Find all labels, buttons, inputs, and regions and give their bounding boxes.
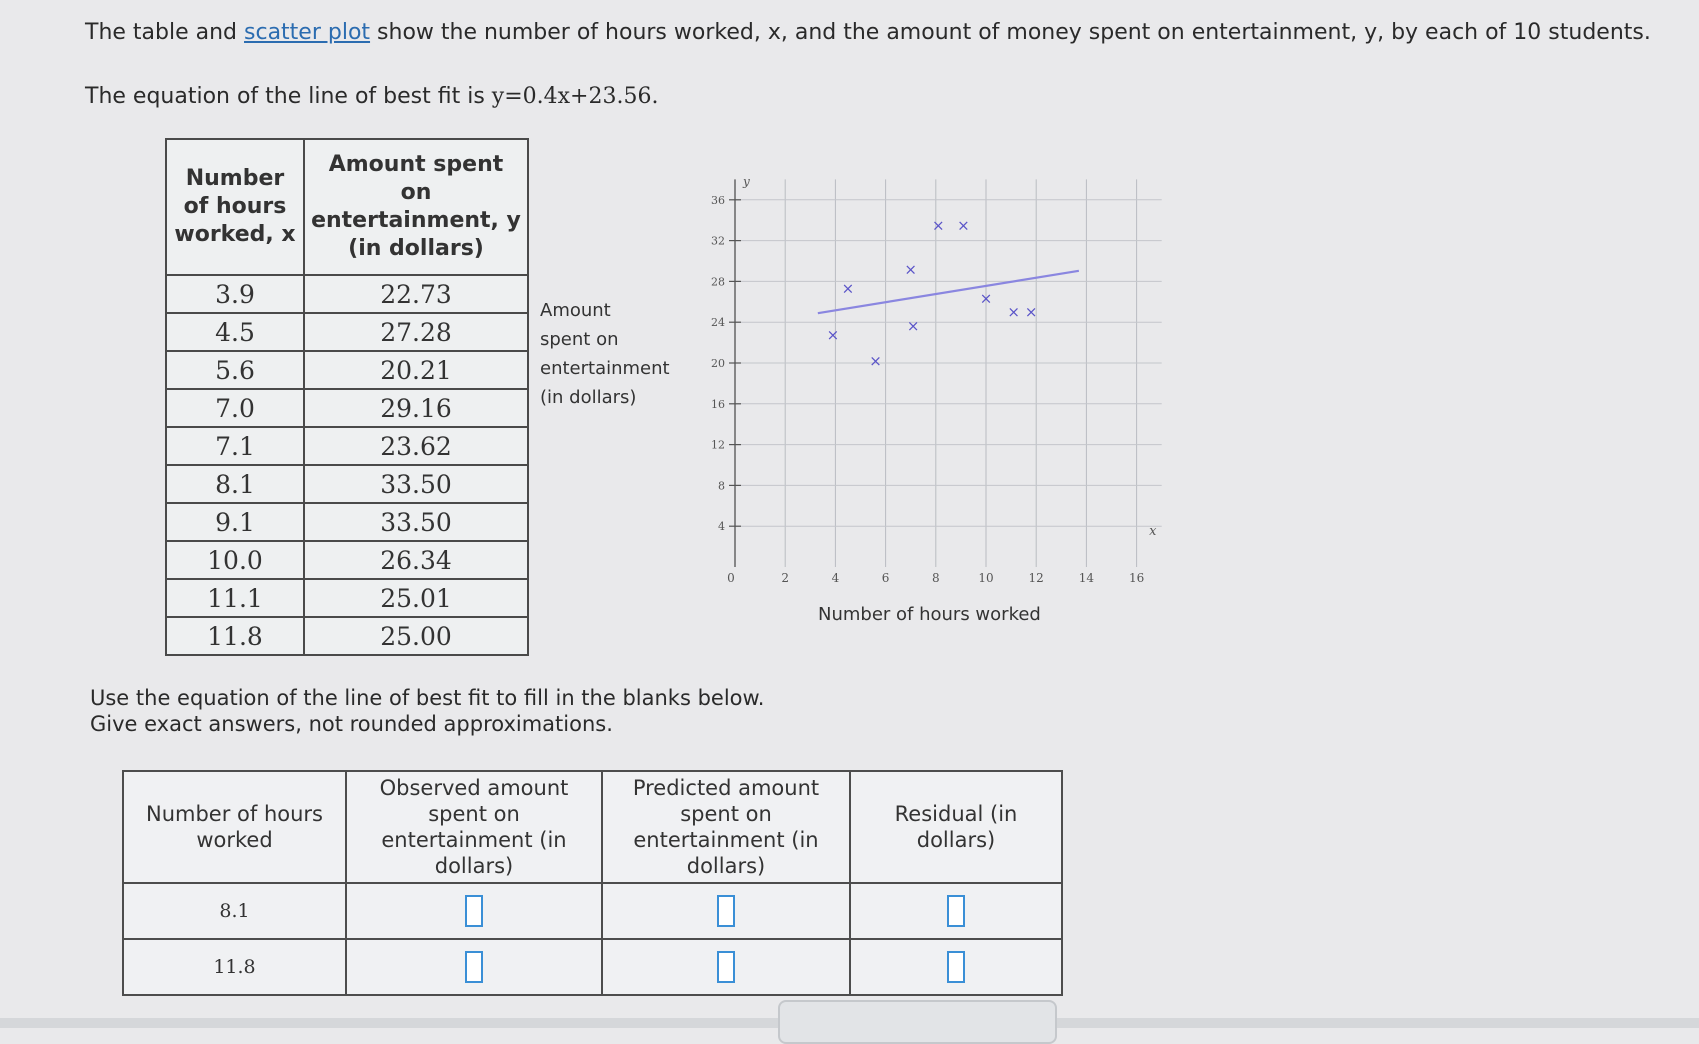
hours-cell: 7.1 <box>166 427 304 465</box>
scatter-plot <box>690 160 1190 600</box>
table-row <box>123 939 1062 995</box>
amount-cell: 25.01 <box>304 579 528 617</box>
residual-answer-input[interactable] <box>947 895 965 927</box>
y-axis-symbol: y <box>743 174 750 189</box>
amount-cell: 23.62 <box>304 427 528 465</box>
origin-label: 0 <box>727 571 735 585</box>
data-point: × <box>932 216 945 235</box>
data-point: × <box>826 326 840 345</box>
residual-answer-input[interactable] <box>947 951 965 983</box>
answer-hours-cell: 8.1 <box>123 883 346 939</box>
y-tick-label: 28 <box>711 275 725 289</box>
observed-answer-input[interactable] <box>465 951 483 983</box>
hours-cell: 5.6 <box>166 351 304 389</box>
bottom-tab[interactable] <box>778 1000 1057 1044</box>
data-point: × <box>979 289 993 308</box>
chart-x-axis-label: Number of hours worked <box>818 604 1041 625</box>
data-table <box>165 138 529 656</box>
observed-answer-cell <box>346 883 602 939</box>
predicted-answer-input[interactable] <box>717 951 735 983</box>
hours-cell: 11.8 <box>166 617 304 655</box>
answer-header-residual: Residual (in dollars) <box>850 771 1062 883</box>
y-tick-label: 4 <box>718 520 725 534</box>
intro-text-start: The table and <box>85 20 245 45</box>
x-axis-symbol: x <box>1149 524 1157 539</box>
answer-header-predicted: Predicted amount spent on entertainment (in dollars) <box>602 771 850 883</box>
amount-cell: 29.16 <box>304 389 528 427</box>
predicted-answer-cell <box>602 883 850 939</box>
best-fit-line <box>818 271 1079 313</box>
hours-cell: 4.5 <box>166 313 304 351</box>
hours-cell: 9.1 <box>166 503 304 541</box>
y-tick-label: 16 <box>711 397 725 411</box>
amount-cell: 33.50 <box>304 503 528 541</box>
instructions-line-2: Give exact answers, not rounded approximations. <box>90 712 613 736</box>
predicted-answer-cell <box>602 939 850 995</box>
x-tick-label: 4 <box>831 571 840 585</box>
hours-cell: 11.1 <box>166 579 304 617</box>
x-tick-label: 8 <box>931 571 940 585</box>
table-row <box>166 275 528 313</box>
x-tick-label: 10 <box>978 571 994 585</box>
data-point: × <box>1007 302 1020 321</box>
y-tick-label: 24 <box>711 316 725 330</box>
hours-cell: 3.9 <box>166 275 304 313</box>
x-tick-label: 16 <box>1128 571 1145 585</box>
amount-cell: 22.73 <box>304 275 528 313</box>
observed-answer-input[interactable] <box>465 895 483 927</box>
x-tick-label: 14 <box>1078 571 1095 585</box>
residual-answer-cell <box>850 939 1062 995</box>
table-row <box>166 617 528 655</box>
y-tick-label: 20 <box>711 357 725 370</box>
amount-cell: 33.50 <box>304 465 528 503</box>
y-tick-label: 32 <box>711 234 725 248</box>
header-amount-spent: Amount spent on entertainment, y (in dollars) <box>304 139 528 275</box>
data-point: × <box>904 260 917 279</box>
table-row <box>166 427 528 465</box>
table-row <box>166 389 528 427</box>
table-row <box>166 465 528 503</box>
hours-cell: 10.0 <box>166 541 304 579</box>
data-point: × <box>869 351 882 370</box>
predicted-answer-input[interactable] <box>717 895 735 927</box>
table-row <box>166 503 528 541</box>
residual-answer-cell <box>850 883 1062 939</box>
intro-text-end: show the number of hours worked, x, and the amount of money spent on entertainment, y, by each of 10 students. <box>370 20 1651 45</box>
answer-header-hours: Number of hours worked <box>123 771 346 883</box>
table-row <box>166 351 528 389</box>
data-point: × <box>841 279 855 298</box>
data-point: × <box>906 317 920 336</box>
chart-y-axis-label <box>540 296 670 412</box>
amount-cell: 26.34 <box>304 541 528 579</box>
best-fit-equation <box>85 84 658 109</box>
observed-answer-cell <box>346 939 602 995</box>
answer-header-observed: Observed amount spent on entertainment (in dollars) <box>346 771 602 883</box>
amount-cell: 27.28 <box>304 313 528 351</box>
table-row <box>166 313 528 351</box>
y-label-line: entertainment <box>540 358 670 379</box>
y-tick-label: 36 <box>711 193 725 207</box>
equation-prefix: The equation of the line of best fit is <box>85 84 492 109</box>
answer-hours-cell: 11.8 <box>123 939 346 995</box>
y-tick-label: 12 <box>711 438 725 452</box>
x-tick-label: 6 <box>881 571 890 585</box>
instructions-line-1: Use the equation of the line of best fit to fill in the blanks below. <box>90 686 765 710</box>
y-label-line: Amount <box>540 300 611 321</box>
header-hours-worked: Number of hours worked, x <box>166 139 304 275</box>
table-row <box>166 541 528 579</box>
amount-cell: 25.00 <box>304 617 528 655</box>
scatter-plot-link[interactable]: scatter plot <box>244 20 371 45</box>
answer-table <box>122 770 1063 996</box>
equation-formula: y=0.4x+23.56. <box>491 84 659 109</box>
problem-intro <box>85 20 1651 45</box>
hours-cell: 8.1 <box>166 465 304 503</box>
x-tick-label: 2 <box>781 571 790 585</box>
y-tick-label: 8 <box>718 479 725 493</box>
data-point: × <box>1024 303 1038 321</box>
y-label-line: (in dollars) <box>540 387 637 408</box>
table-row <box>123 883 1062 939</box>
data-point: × <box>957 216 970 235</box>
amount-cell: 20.21 <box>304 351 528 389</box>
table-row <box>166 579 528 617</box>
x-tick-label: 12 <box>1028 571 1044 585</box>
hours-cell: 7.0 <box>166 389 304 427</box>
y-label-line: spent on <box>540 329 619 350</box>
